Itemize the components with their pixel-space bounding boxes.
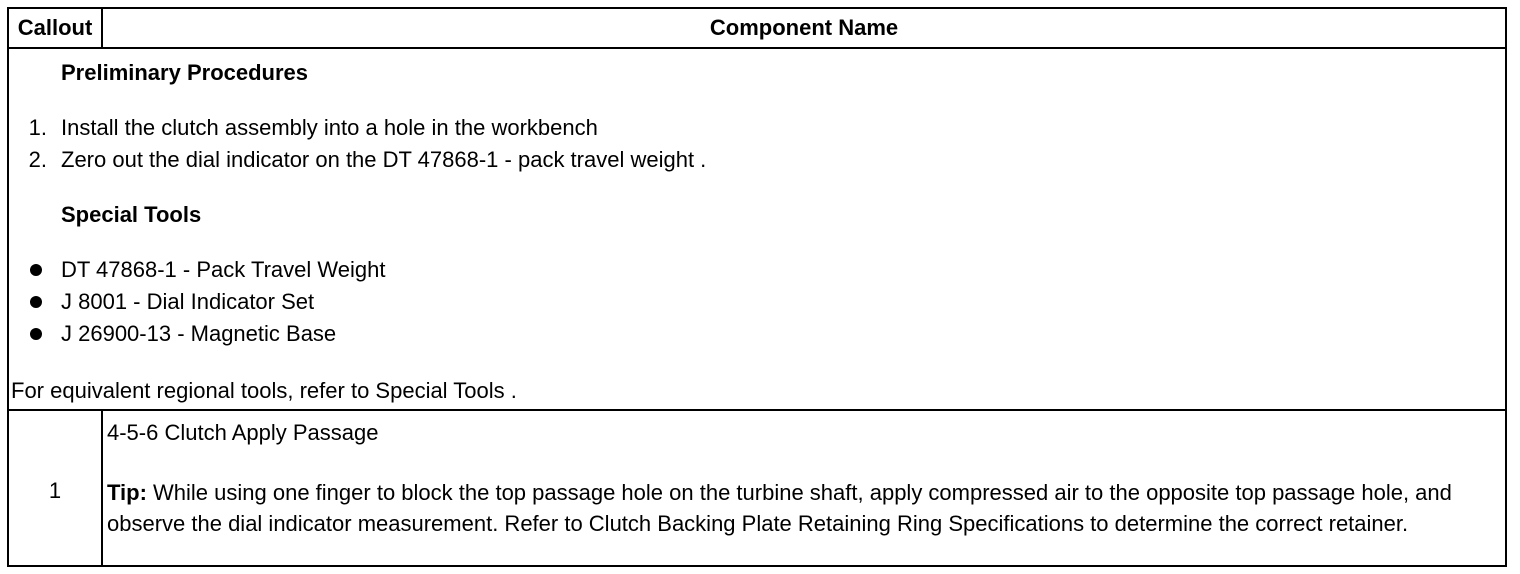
tool-item: J 8001 - Dial Indicator Set bbox=[61, 289, 315, 314]
preliminary-section bbox=[9, 49, 1505, 411]
step-text: Zero out the dial indicator on the DT 47868-1 - pack travel weight . bbox=[61, 147, 707, 172]
special-tools-heading: Special Tools bbox=[61, 202, 202, 227]
bullet-icon bbox=[30, 328, 42, 340]
preliminary-procedures-heading: Preliminary Procedures bbox=[61, 60, 309, 85]
bullet-icon bbox=[30, 264, 42, 276]
regional-tools-note: For equivalent regional tools, refer to Special Tools . bbox=[11, 378, 517, 403]
step-number: 2. bbox=[28, 147, 47, 172]
tip-label: Tip: bbox=[107, 480, 147, 505]
table-row bbox=[9, 411, 1505, 565]
callout-number: 1 bbox=[48, 478, 62, 503]
tip-note bbox=[107, 477, 1467, 539]
component-name: 4-5-6 Clutch Apply Passage bbox=[107, 420, 379, 445]
tool-item: J 26900-13 - Magnetic Base bbox=[61, 321, 337, 346]
tool-item: DT 47868-1 - Pack Travel Weight bbox=[61, 257, 386, 282]
component-cell bbox=[103, 411, 1505, 565]
tip-text: While using one finger to block the top passage hole on the turbine shaft, apply compressed air to the opposite top passage hole, and observe the dial indicator measurement. Refer to Clutch Backing Plate Retaining Ring Specifications to determine the correct retainer. bbox=[107, 480, 1452, 536]
component-name-column-header: Component Name bbox=[709, 15, 899, 40]
callout-cell bbox=[9, 411, 103, 565]
callout-column-header: Callout bbox=[9, 9, 103, 47]
table-header bbox=[9, 9, 1505, 49]
step-text: Install the clutch assembly into a hole in the workbench bbox=[61, 115, 598, 140]
step-number: 1. bbox=[28, 115, 47, 140]
component-table bbox=[7, 7, 1507, 567]
bullet-icon bbox=[30, 296, 42, 308]
